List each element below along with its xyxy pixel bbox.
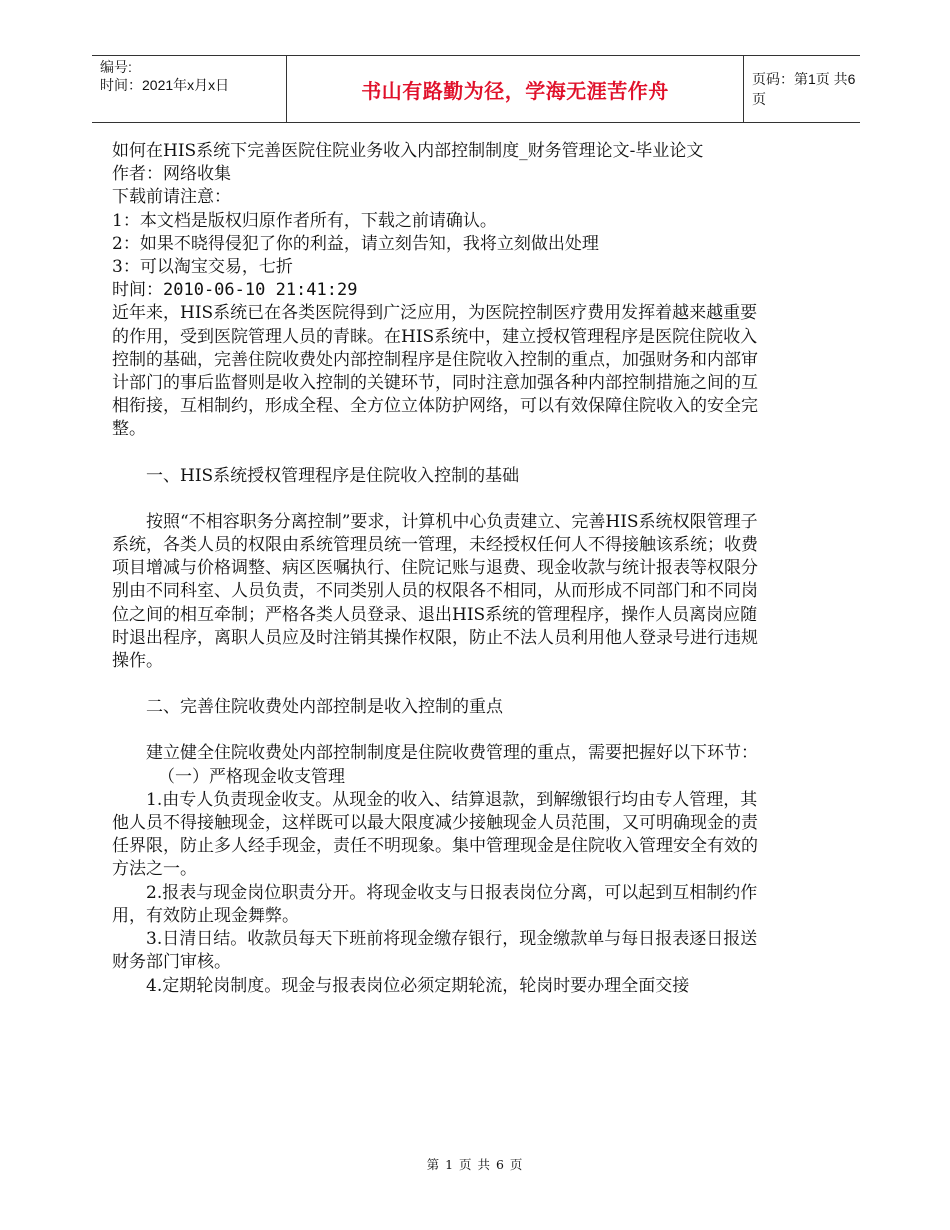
section2-subheading: （一）严格现金收支管理 [158,766,345,787]
section2-heading: 二、完善住院收费处内部控制是收入控制的重点 [146,697,503,718]
download-note: 下载前请注意： [112,187,231,208]
spacer [112,442,774,465]
page-label: 页码：第1页 共6页 [752,71,856,107]
note-item: 2：如果不晓得侵犯了你的利益，请立刻告知，我将立刻做出处理 [112,233,599,254]
header-middle-cell [286,56,744,122]
document-title: 如何在HIS系统下完善医院住院业务收入内部控制制度_财务管理论文-毕业论文 [112,141,704,161]
time-line: 时间：2010-06-10 21:41:29 [112,280,358,301]
section1-paragraph: 按照“不相容职务分离控制”要求，计算机中心负责建立、完善HIS系统权限管理子系统，各类人员的权限由系统管理员统一管理，未经授权任何人不得接触该系统；收费项目增减与价格调整、病区医嘱执行、住院记账与退费、现金收款与统计报表等权限分别由不同科室、人员负责，不同类别人员的权限各不相同，从而形成不同部门和不同岗位之间的相互牵制；严格各类人员登录、退出HIS系统的管理程序，操作人员离岗应随时退出程序，离职人员应及时注销其操作权限，防止不法人员利用他人登录号进行违规操作。 [112,511,758,672]
spacer [112,673,774,696]
header-left-cell [92,56,286,122]
spacer [112,488,774,511]
spacer [112,719,774,742]
header-right-cell [744,56,860,122]
list-item: 2.报表与现金岗位职责分开。将现金收支与日报表岗位分离，可以起到互相制约作用，有效防止现金舞弊。 [112,882,758,926]
list-item: 1.由专人负责现金收支。从现金的收入、结算退款，到解缴银行均由专人管理，其他人员不得接触现金，这样既可以最大限度减少接触现金人员范围，又可明确现金的责任界限，防止多人经手现金，责任不明现象。集中管理现金是住院收入管理安全有效的方法之一。 [112,789,758,880]
author-line: 作者：网络收集 [112,164,231,185]
note-item: 3：可以淘宝交易，七折 [112,257,293,278]
section1-heading: 一、HIS系统授权管理程序是住院收入控制的基础 [146,465,520,486]
motto: 书山有路勤为径，学海无涯苦作舟 [361,78,669,103]
intro-paragraph: 近年来，HIS系统已在各类医院得到广泛应用，为医院控制医疗费用发挥着越来越重要的作用，受到医院管理人员的青睐。在HIS系统中，建立授权管理程序是医院住院收入控制的基础，完善住院收费处内部控制程序是住院收入控制的重点，加强财务和内部审计部门的事后监督则是收入控制的关键环节，同时注意加强各种内部控制措施之间的互相衔接，互相制约，形成全程、全方位立体防护网络，可以有效保障住院收入的安全完整。 [112,303,758,440]
section2-paragraph: 建立健全住院收费处内部控制制度是住院收费管理的重点，需要把握好以下环节： [146,743,758,764]
document-body [112,140,774,998]
number-label: 编号: [100,59,132,75]
time-label: 时间：2021年x月x日 [100,77,230,93]
note-item: 1：本文档是版权归原作者所有，下载之前请确认。 [112,210,497,231]
page-footer: 第 1 页 共 6 页 [426,1157,524,1172]
list-item: 3.日清日结。收款员每天下班前将现金缴存银行，现金缴款单与每日报表逐日报送财务部门审核。 [112,929,758,973]
list-item: 4.定期轮岗制度。现金与报表岗位必须定期轮流，轮岗时要办理全面交接 [146,975,690,996]
page-header [92,55,860,123]
